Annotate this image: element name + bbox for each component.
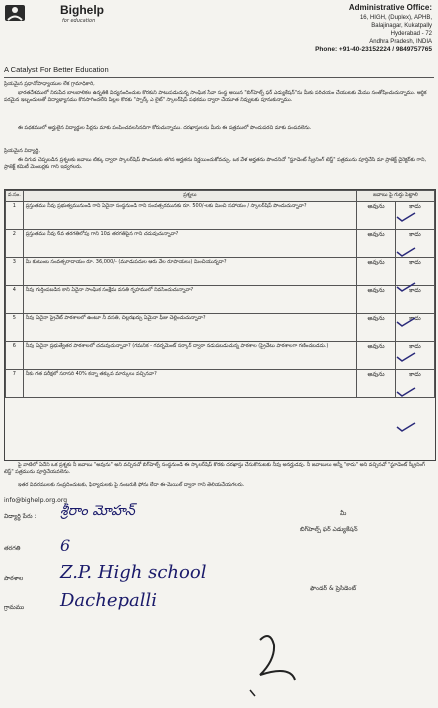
class-label: తరగతి — [4, 545, 21, 552]
checkmark-icon — [396, 387, 416, 397]
signature-scribble-icon — [240, 630, 310, 700]
row-number: 3 — [6, 258, 24, 286]
contact-note: ఇతర వివరములకు సంప్రదించుటకు, ఫిర్యాదులకు పై నంబరుకి ఫోను లేదా ఈ-మెయిల్ ద్వారా గాని తెలియచేయగలరు. — [18, 482, 245, 488]
address-line: Andhra Pradesh, INDIA — [369, 39, 432, 45]
header-divider — [4, 77, 434, 78]
no-option[interactable]: కాదు — [396, 230, 435, 258]
no-option[interactable]: కాదు — [396, 258, 435, 286]
row-number: 7 — [6, 370, 24, 398]
checkmark-icon — [396, 247, 416, 257]
student-salutation: ప్రియమైన విద్యార్థి, — [4, 148, 40, 154]
yes-option[interactable]: అవును — [357, 258, 396, 286]
signature-prefix: మీ — [340, 510, 347, 517]
checkmark-icon — [396, 422, 416, 432]
row-number: 1 — [6, 202, 24, 230]
school-label: పాఠశాల — [4, 575, 24, 582]
office-phone: Phone: +91-40-23152224 / 9849757765 — [315, 46, 432, 53]
no-option[interactable]: కాదు — [396, 286, 435, 314]
organization-signature: బిగ్‌హెల్ప్ ఫర్ ఎడ్యుకేషన్ — [300, 526, 358, 533]
col-serial-header: వ.సం. — [6, 191, 24, 202]
row-number: 6 — [6, 342, 24, 370]
yes-option[interactable]: అవును — [357, 230, 396, 258]
table-row — [6, 342, 435, 370]
table-row — [6, 230, 435, 258]
instruction-paragraph: ఈ దిగువ చెప్పబడిన ప్రశ్నలకు జవాబు టిక్కు ద్వారా స్కాలర్‌షిప్ పొందుటకు తగిన అర్హతను నిర్ణయించుకోవచ్చు. ఒక వేళ అర్హతను పొందనిచో "స్టూడెంట్ స్క్రీనింగ్ టెస్ట్" పత్రమును పూర్తిచేసి మా ప్రాజెక్ట్ డైరెక్టర్‌కు గాని, ప్రాజెక్ట్ కమిటీ మెంబర్లకు గాని ఇవ్వగలరు. — [4, 157, 427, 170]
table-row — [6, 370, 435, 398]
question-text: నీవు ఏదైనా ప్రైవేట్ పాఠశాలలో ఉంటూ నీ వసతి, చిల్లరఖర్చు ఏమైనా ఫీజు చెల్లించుచున్నావా? — [23, 314, 356, 342]
eligibility-table — [4, 189, 436, 461]
village-label: గ్రామము — [4, 604, 25, 611]
office-title: Administrative Office: — [348, 3, 432, 12]
row-number: 4 — [6, 286, 24, 314]
no-option[interactable]: కాదు — [396, 314, 435, 342]
question-text: నీవు గుర్తింపబడిన కాని ఏదైనా సాంఘిక సంక్షేమ వసతి గృహములో నివసించుచున్నావా? — [23, 286, 356, 314]
yes-option[interactable]: అవును — [357, 202, 396, 230]
eligibility-note: పై వాటిలో ఏదేని ఒక ప్రశ్నకు నీ జవాబు "అవును" అని వచ్చినచో బిగ్‌హెల్ప్ సంస్థనుండి ఈ స్కాలర్‌షిప్ కొరకు దరఖాస్తు చేసుకొనుటకు నీవు అనర్హుడవు. నీ జవాబులు అన్నీ "కాదు" అని వచ్చినచో "స్టూడెంట్ స్క్రీనింగ్ టెస్ట్" పత్రమును పూర్తిచేయవలెను. — [4, 462, 425, 475]
school-value: Z.P. High school — [60, 562, 207, 583]
table-row — [6, 258, 435, 286]
no-option[interactable]: కాదు — [396, 342, 435, 370]
no-option[interactable]: కాదు — [396, 370, 435, 398]
col-answer-header: జవాబు పై గుర్తు పెట్టాలి — [357, 191, 435, 202]
checkmark-icon — [396, 317, 416, 327]
intro-paragraph: భారతదేశములో నిరుపేద బాలబాలికల ఉన్నతికి విద్యనందించుట కొరకుని పాటుపడుచున్న సాంఘిక సేవా సంస్థ అయిన "బిగ్‌హెల్ప్ ఫర్ ఎడ్యుకేషన్"ను మీకు పరిచయం చేయుటకు మేము సంతోషించుచున్నాము. ఆర్థిక పరమైన ఇబ్బందులతో విద్యాభ్యాసము కొనసాగించలేని పిల్లల కొరకు "స్పార్క్ ఎ లైట్" స్కాలర్‌షిప్ పథకము ద్వారా చేయూత నివ్వుటకు పూనుకున్నాము. — [4, 90, 427, 103]
question-text: నీవు ఏదైనా ప్రభుత్వేతర పాఠశాలలో చదువుచున్నావా? (గమనిక - గవర్నమెంట్ సర్కార్ ద్వారా నడుపబడుచున్న పాఠశాల (ప్రైవేటు పాఠశాలగా గణించబడదు.) — [23, 342, 356, 370]
village-value: Dachepalli — [60, 590, 158, 611]
row-number: 2 — [6, 230, 24, 258]
yes-option[interactable]: అవును — [357, 342, 396, 370]
question-text: ప్రస్తుతము నీవు ప్రభుత్వమునుండి గాని ఏదైనా సంస్థనుండి గాని సంవత్సరమునకు రూ. 500/-లకు మించి సహాయం / స్కాలర్‌షిప్ పొందుచున్నావా? — [23, 202, 356, 230]
address-line: Hyderabad - 72 — [390, 31, 432, 37]
checkmark-icon — [396, 282, 416, 292]
row-number: 5 — [6, 314, 24, 342]
contact-email[interactable]: info@bighelp.org.org — [4, 497, 68, 504]
salutation: ప్రియమైన ప్రధానోపాధ్యాయుల లేక గ్రామాధికారి, — [4, 81, 95, 87]
col-question-header: ప్రశ్నలు — [23, 191, 356, 202]
table-row — [6, 286, 435, 314]
table-row — [6, 314, 435, 342]
founder-signature-label: ఫౌండర్ & ప్రెసిడెంట్ — [310, 585, 357, 592]
yes-option[interactable]: అవును — [357, 286, 396, 314]
student-name-label: విద్యార్థి పేరు : — [4, 513, 37, 520]
checkmark-icon — [396, 352, 416, 362]
office-address-block — [272, 3, 432, 53]
tagline: A Catalyst For Better Education — [4, 65, 109, 74]
class-value: 6 — [60, 536, 71, 555]
question-text: నీకు గత పరీక్షలో సరాసరి 40% కన్నా తక్కువ మార్కులు వచ్చినవా? — [23, 370, 356, 398]
student-name-value: శ్రీరాం మోహన్ — [60, 503, 135, 519]
brand-name: Bighelp — [60, 3, 104, 17]
table-row — [6, 202, 435, 230]
yes-option[interactable]: అవును — [357, 370, 396, 398]
question-text: మీ కుటుంబ సంవత్సరాదాయం రూ. 36,000/- (మూడుపదుల ఆరు వేల రూపాయలు) మించియున్నదా? — [23, 258, 356, 286]
address-line: 16, HIGH, (Duplex), APHB, — [359, 15, 432, 21]
no-option[interactable]: కాదు — [396, 202, 435, 230]
address-line: Balajinagar, Kukatpally — [371, 23, 432, 29]
intro-paragraph-2: ఈ పథకములో అర్హులైన విద్యార్థుల పేర్లను మాకు పంపించవలసినదిగా కోరుచున్నాము. దరఖాస్తులను మీరు ఈ పత్రములో పొందుపరచి మాకు పంపవలెను. — [18, 125, 312, 131]
question-text: ప్రస్తుతము నీవు 6వ తరగతిలోపు గాని 10వ తరగతిపైన గాని చదువుచున్నావా? — [23, 230, 356, 258]
checkmark-icon — [396, 212, 416, 222]
brand-subtitle: for education — [62, 18, 96, 24]
yes-option[interactable]: అవును — [357, 314, 396, 342]
bighelp-logo-icon — [4, 4, 56, 38]
